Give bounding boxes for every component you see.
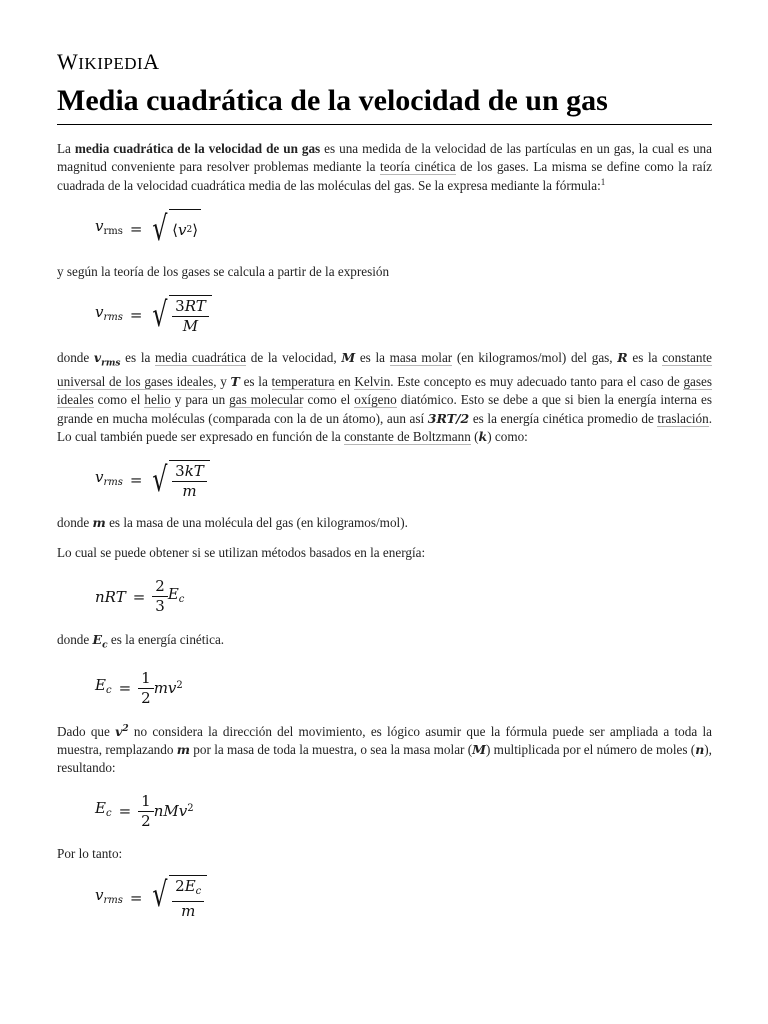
equation-nrt: nRT = $\frac{2}{3}$ $E_c$ — [95, 577, 185, 616]
paragraph-metodos-energia: Lo cual se puede obtener si se utilizan métodos basados en la energía: — [57, 545, 426, 561]
equation-vrms-definition: $v_{rms}$ = √ ⟨ v 2 ⟩ — [57, 201, 712, 257]
link-constante-boltzmann[interactable]: constante de Boltzmann — [344, 428, 471, 444]
link-constante-gases-ideales[interactable]: constante universal de los gases ideales — [57, 350, 712, 389]
wikipedia-wordmark[interactable]: WIKIPEDIA — [57, 49, 160, 74]
paragraph-dado-que: Dado que $v^2$ no considera la dirección del movimiento, es lógico asumir que la fórmula puede ser ampliada a toda la muestra, remplazando m por la masa de toda la muestra, o sea la masa molar (M) multiplicada por el número de moles (n), resultando: — [57, 723, 712, 776]
paragraph-masa-molecula: donde m es la masa de una molécula del gas (en kilogramos/mol). — [57, 515, 408, 531]
paragraph-energia-cinetica: donde $E_c$ es la energía cinética. — [57, 631, 225, 651]
equation-ec-mv2: $E_c$ = $\frac{1}{2}$ $mv^2$ — [95, 669, 183, 708]
link-teoria-cinetica[interactable]: teoría cinética — [380, 159, 456, 175]
link-helio[interactable]: helio — [144, 392, 171, 408]
link-gas-molecular[interactable]: gas molecular — [229, 392, 304, 408]
article-body — [57, 140, 712, 932]
page-title: Media cuadrática de la velocidad de un gas — [57, 84, 712, 125]
link-kelvin[interactable]: Kelvin — [354, 373, 391, 389]
intro-paragraph: La media cuadrática de la velocidad de un gas es una medida de la velocidad de las partículas en un gas, la cual es una magnitud conveniente para resolver problemas mediante la teoría cinética de los gases. La misma se define como la raíz cuadrada de la velocidad cuadrática media de las moléculas del gas. Se la expresa mediante la fórmula:$^1$ — [57, 141, 712, 193]
paragraph-teoria-gases: y según la teoría de los gases se calcula a partir de la expresión — [57, 263, 390, 279]
link-media-cuadratica[interactable]: media cuadrática — [155, 350, 247, 366]
paragraph-por-lo-tanto: Por lo tanto: — [57, 846, 123, 862]
link-oxigeno[interactable]: oxígeno — [354, 392, 397, 408]
paragraph-donde-variables: donde $v_{rms}$ es la media cuadrática de la velocidad, M es la masa molar (en kilogramos/mol) del gas, R es la constante universal de los gases ideales, y T es la temperatura en Kelvin. Este concepto es muy adecuado tanto para el caso de gases ideales como el helio y para un gas molecular como el oxígeno diatómico. Esto se debe a que si bien la energía interna es grande en mucha moléculas (comparada con la de un átomo), aun así 3RT/2 es la energía cinética promedio de traslación. Lo cual también puede ser expresado en función de la constante de Boltzmann (k) como: — [57, 350, 713, 444]
equation-vrms-3kt-m: $v_{rms}$ = √ $\frac{3kT}{m}$ — [57, 452, 712, 508]
link-masa-molar[interactable]: masa molar — [389, 350, 453, 366]
link-gases-ideales[interactable]: gases ideales — [57, 373, 713, 408]
equation-vrms-3rt-m: $v_{rms}$ = √ $\frac{3RT}{M}$ — [57, 287, 712, 343]
reference-1[interactable]: 1 — [600, 176, 606, 187]
link-traslacion[interactable]: traslación — [657, 410, 709, 426]
link-temperatura[interactable]: temperatura — [271, 373, 335, 389]
equation-ec-nmv2: $E_c$ = $\frac{1}{2}$ nMv$^2$ — [95, 791, 194, 830]
equation-vrms-2ec-m: $v_{rms}$ = √ $\frac{2E_c}{m}$ — [57, 870, 712, 926]
